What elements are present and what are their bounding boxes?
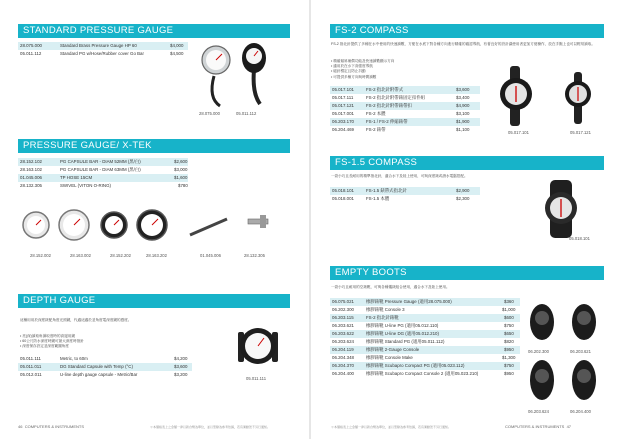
table-row: 06.075.021 橡膠錶靴 Pressure Gauge (適用28.075.000) $360 [330,298,520,306]
table-row: 05.011.011 DG Standard Capsule with Temp (°C) $3,600 [18,363,192,371]
fs15-table [330,187,480,203]
table-row: 05.017.111 FS-2 指北針附帶錶固定扣件組 $3,400 [330,94,480,102]
fs15-intro: 一款小巧且長耐用的精準指北針，適合水下及陸上使用，可與深度錶或潛水電腦搭配。 [331,174,468,178]
table-row: 28.132.305 SWIVEL (VITON O-RING) $780 [20,183,188,188]
table-row: 01.045.006 TP HOSE 15CM $1,600 [20,175,188,180]
table-row: 06.203.115 FS-2 指北針錶靴 $600 [330,314,520,322]
boots-intro: 一款小巧且耐用的空錶靴，可與各種儀錶組合使用，適合水下及陸上使用。 [331,285,450,289]
xtek-caption: 28.163.202 [146,253,167,258]
depth-gauge-title: DEPTH GAUGE [23,295,96,306]
left-footer: 46 COMPUTERS & INSTRUMENTS [18,424,85,429]
left-footer-note: ＊本價格表上之金額一律以新台幣為單位，並以型錄為參考依據，若有異動恕不另行通知。 [150,425,271,429]
boots-table [330,298,520,378]
depth-gauge-header [18,294,290,308]
xtek-caption: 28.152.202 [110,253,131,258]
table-row: 28.075.000 Standard Brass Pressure Gauge HP 60 $4,000 [18,42,188,50]
right-footer: COMPUTERS & INSTRUMENTS 47 [505,424,572,429]
xtek-caption: 28.132.305 [244,253,265,258]
table-row: 05.018.101 FS-1.5 錶帶式指北針 $2,900 [330,187,480,195]
xtek-title: PRESSURE GAUGE/ X-TEK [23,140,152,151]
table-row: 06.204.400 橡膠錶靴 Scubapro Compact Console 2 (適用05.023.210) $950 [330,370,520,378]
table-row: 06.203.170 FS-1 / FS-2 伸縮錶帶 $1,900 [330,118,480,126]
table-row: 05.011.111 Metric, to 60m $4,200 [18,355,192,363]
table-row: 05.011.112 Standard PG w/Hose/Rubber cover Go Bar $4,500 [18,50,188,58]
xtek-header [18,139,290,153]
table-row: 05.018.001 FS-1.5 本體 $2,300 [330,195,480,203]
right-footer-note: ＊本價格表上之金額一律以新台幣為單位，並以型錄為參考依據，若有異動恕不另行通知。 [331,425,452,429]
standard-caption: 28.075.000 [199,111,220,116]
table-row: 05.017.121 FS-2 指北針附帶錶帶扣 $4,900 [330,102,480,110]
standard-gauge-title: STANDARD PRESSURE GAUGE [23,25,174,36]
table-row: 06.202.300 橡膠錶靴 Console 3 $1,000 [330,306,520,314]
table-row: 06.204.370 橡膠錶靴 Scubapro Compact PG (適用05.023.112) $750 [330,362,520,370]
table-row: 05.017.001 FS-2 本體 $3,100 [330,110,480,118]
table-row: 06.203.622 橡膠錶靴 U-line DG (適用05.012.210) $650 [330,330,520,338]
fs2-title: FS-2 COMPASS [335,25,409,36]
depth-intro: 這種用用於深度錶配角度光照鏡，代適這適於並角度電深度鏡的感度。 [20,318,132,322]
xtek-gauges-image [22,205,312,250]
table-row: 28.152.102 PG CAPSULE BAR - DIAM 52MM (黑/白) $2,600 [20,159,188,164]
table-row: 06.203.621 橡膠錶靴 U-line PG (適用05.012.110) $750 [330,322,520,330]
depth-caption: 05.011.111 [246,376,267,381]
table-row: 28.163.102 PG CAPSULE BAR - DIAM 63MM (黑/白) $3,000 [20,167,188,172]
fs2-caption: 05.017.121 [570,130,591,135]
xtek-caption: 28.152.002 [30,253,51,258]
boots-caption: 06.203.624 [528,409,549,414]
fs2-header [330,24,604,38]
xtek-table [18,158,188,190]
table-row: 06.204.469 FS-2 錶帶 $1,100 [330,126,480,134]
fs15-compass-image [530,180,600,240]
depth-bullets: • 亮(深)讀取角讀取度時的高邊用鏡 • 60公尺防水深度時鏡可最大深度時指針 • 深度保存設定並深度範圍角度 [20,334,220,350]
fs2-table [330,86,480,134]
xtek-caption: 01.045.006 [200,253,221,258]
fs2-intro: FS-2 指北針提供了多種在水中使用的快速讀數，方便在水底下對各種方向進行精確的確認導航，有著良好的設計讓使用者更加方便操作，放在手腕上也可以輕易讀取。 [331,42,595,46]
standard-gauge-header [18,24,290,38]
fs15-header [330,156,604,170]
standard-gauges-image [200,38,290,108]
depth-table [18,355,192,379]
xtek-caption: 28.163.002 [70,253,91,258]
boots-header [330,266,604,280]
fs2-bullets: • 精確傾斜補償功能及快速讀數顯示方向 • 適用於在水下高強度導航 • 磁針穩定且防止抖動 • 可提供多種方向與時間讀數 [331,59,481,80]
table-row: 05.012.011 U-line depth gauge capsule - Metric/Bar $3,200 [18,371,192,379]
table-row: 06.203.624 橡膠錶靴 Standard PG (適用05.011.112) $820 [330,338,520,346]
depth-gauge-image [230,316,290,376]
table-row: 05.017.101 FS-2 指北針附帶式 $3,600 [330,86,480,94]
fs2-caption: 05.017.101 [508,130,529,135]
boots-title: EMPTY BOOTS [335,267,407,278]
fs2-compass-image [500,62,610,132]
boots-image [528,300,608,410]
table-row: 06.204.119 橡膠錶靴 2-Gauge Console $950 [330,346,520,354]
fs15-title: FS-1.5 COMPASS [335,157,418,168]
standard-gauge-table [18,42,188,58]
boots-caption: 06.202.300 [528,349,549,354]
standard-caption: 05.011.112 [236,111,257,116]
boots-caption: 06.204.400 [570,409,591,414]
table-row: 06.204.348 橡膠錶靴 Console Make $1,300 [330,354,520,362]
fs15-caption: 05.018.101 [569,236,590,241]
boots-caption: 06.203.621 [570,349,591,354]
